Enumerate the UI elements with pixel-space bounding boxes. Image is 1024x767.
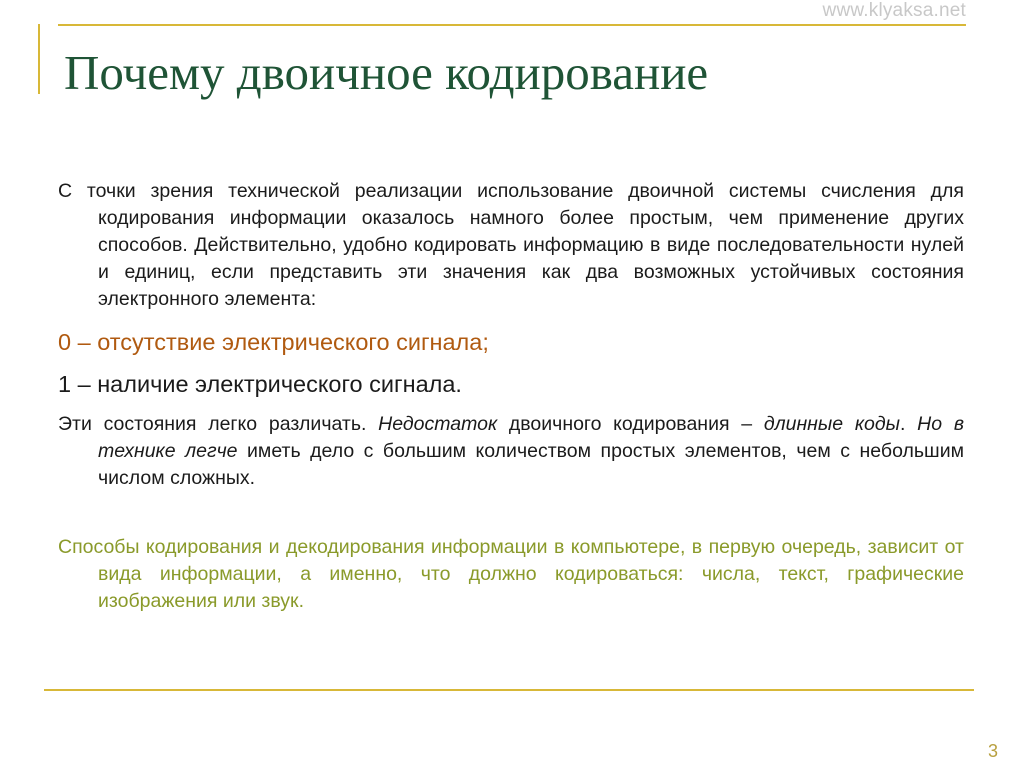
state-one: 1 – наличие электрического сигнала. — [58, 371, 462, 397]
drawback-text-2: двоичного кодирования – — [497, 413, 764, 435]
slide-title: Почему двоичное кодирование — [64, 45, 709, 100]
drawback-italic-1: Недостаток — [378, 413, 498, 435]
page-number: 3 — [987, 741, 998, 761]
drawback-italic-3: Но в технике легче — [98, 413, 965, 462]
drawback-text-3: . — [900, 413, 918, 435]
paragraph-drawback — [58, 411, 964, 492]
state-zero: 0 – отсутствие электрического сигнала; — [58, 329, 489, 355]
left-rule — [38, 24, 40, 94]
drawback-text-4: иметь дело с большим количеством простых элементов, чем с небольшим числом сложных. — [98, 440, 964, 489]
drawback-italic-2: длинные коды — [763, 413, 901, 435]
bottom-rule — [44, 689, 974, 691]
drawback-text-1: Эти состояния легко различать. — [58, 413, 379, 435]
top-rule — [58, 24, 966, 26]
paragraph-intro: С точки зрения технической реализации использование двоичной системы счисления для кодирования информации оказалось намного более простым, чем применение других способов. Действительно, удобно кодировать информацию в виде последовательности нулей и единиц, если представить эти значения как два возможных устойчивых состояния электронного элемента: — [58, 180, 964, 310]
watermark: www.klyaksa.net — [822, 0, 966, 21]
slide-body — [58, 178, 964, 615]
paragraph-methods: Способы кодирования и декодирования информации в компьютере, в первую очередь, зависит от вида информации, а именно, что должно кодироваться: числа, текст, графические изображения или звук. — [58, 536, 964, 612]
